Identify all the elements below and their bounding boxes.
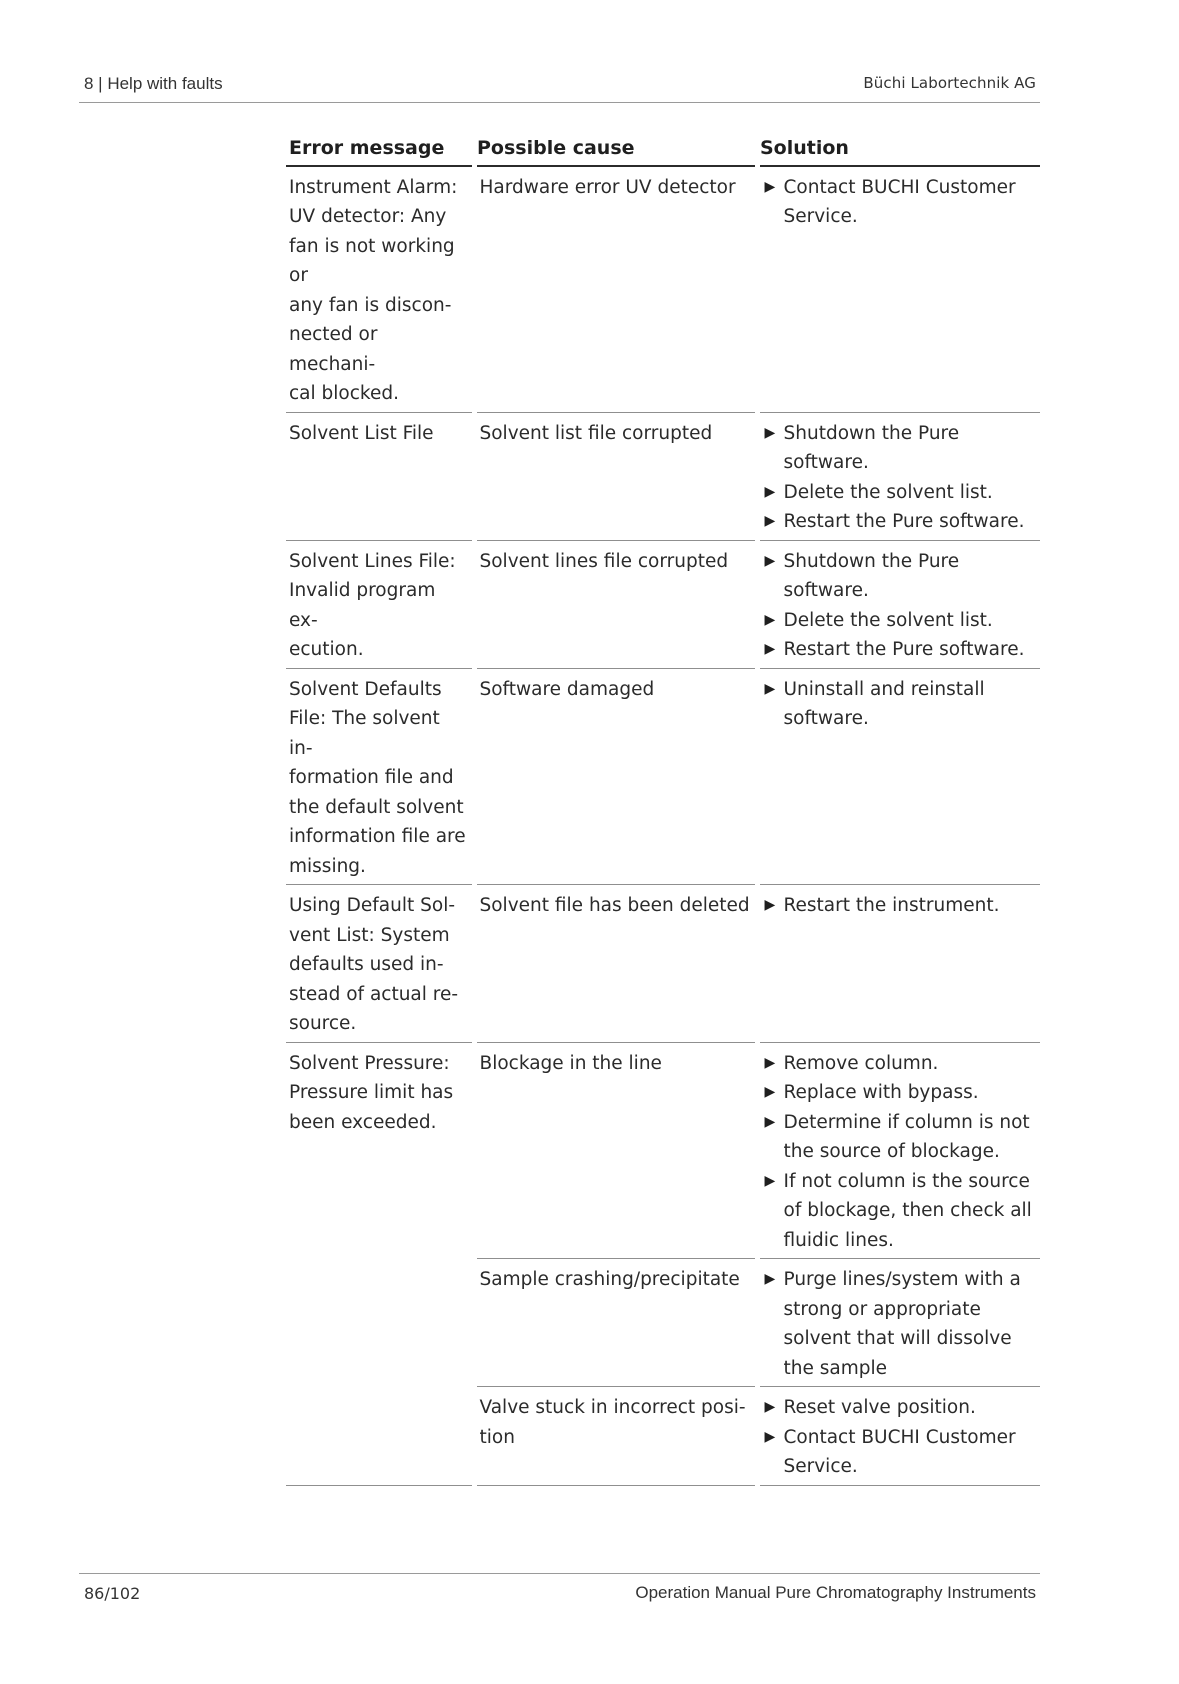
arrow-right-icon: ▶: [764, 1271, 776, 1287]
solution-step: ▶ Uninstall and reinstall software.: [763, 675, 1037, 734]
solution-step: ▶ Shutdown the Pure software.: [763, 547, 1037, 606]
document-title: Operation Manual Pure Chromatography Instruments: [635, 1583, 1036, 1602]
column-header-error: Error message: [286, 128, 474, 166]
arrow-right-icon: ▶: [764, 641, 776, 657]
possible-cause-cell: Valve stuck in incorrect posi- tion: [474, 1387, 757, 1486]
solution-cell: [757, 1259, 1040, 1387]
error-message-cell: Solvent Pressure: Pressure limit has been exceeded.: [289, 1052, 454, 1133]
possible-cause-cell: Sample crashing/precipitate: [474, 1259, 757, 1387]
solution-cell: [757, 412, 1040, 540]
arrow-right-icon: ▶: [764, 513, 776, 529]
table-row: [286, 1259, 1040, 1387]
solution-step: ▶ Shutdown the Pure software.: [763, 419, 1037, 478]
solution-cell: [757, 166, 1040, 413]
table-row: [286, 1042, 1040, 1259]
arrow-right-icon: ▶: [764, 1428, 776, 1445]
solution-cell: [757, 885, 1040, 1043]
possible-cause-cell: Solvent lines file corrupted: [474, 540, 757, 668]
arrow-right-icon: ▶: [764, 1172, 776, 1189]
company-name: Büchi Labortechnik AG: [863, 74, 1036, 92]
table-row: [286, 668, 1040, 885]
error-message-cell-empty: [286, 1259, 474, 1387]
error-message-cell: Solvent Defaults File: The solvent in- formation file and the default solvent information file are missing.: [286, 668, 474, 885]
table-header-row: [286, 128, 1040, 166]
error-message-cell: Solvent Lines File: Invalid program ex- ecution.: [286, 540, 474, 668]
possible-cause-cell: Blockage in the line: [474, 1042, 757, 1259]
solution-step: ▶ Contact BUCHI Customer Service.: [763, 1423, 1037, 1482]
table-row: [286, 885, 1040, 1043]
solution-step: ▶ Delete the solvent list.: [763, 606, 1037, 636]
arrow-right-icon: ▶: [764, 1399, 776, 1415]
arrow-right-icon: ▶: [764, 178, 776, 195]
solution-step: ▶ Restart the instrument.: [763, 891, 1037, 921]
solution-cell: [757, 1042, 1040, 1259]
solution-step: ▶ Determine if column is not the source of blockage.: [763, 1108, 1037, 1167]
column-header-solution: Solution: [757, 128, 1040, 166]
solution-cell: [757, 668, 1040, 885]
solution-cell: [757, 1387, 1040, 1486]
solution-step: ▶ Restart the Pure software.: [763, 507, 1037, 537]
arrow-right-icon: ▶: [764, 483, 776, 500]
arrow-right-icon: ▶: [764, 611, 776, 628]
arrow-right-icon: ▶: [764, 1084, 776, 1100]
table-row: [286, 412, 1040, 540]
solution-step: ▶ Restart the Pure software.: [763, 635, 1037, 665]
error-message-cell: Using Default Sol- vent List: System defaults used in- stead of actual re- source.: [286, 885, 474, 1043]
possible-cause-cell: Hardware error UV detector: [474, 166, 757, 413]
arrow-right-icon: ▶: [764, 897, 776, 913]
possible-cause-cell: Solvent list file corrupted: [474, 412, 757, 540]
possible-cause-cell: Software damaged: [474, 668, 757, 885]
solution-step: ▶ Reset valve position.: [763, 1393, 1037, 1423]
solution-step: ▶ Contact BUCHI Customer Service.: [763, 173, 1037, 232]
solution-step: ▶ Delete the solvent list.: [763, 478, 1037, 508]
error-message-cell-empty: [286, 1387, 474, 1486]
arrow-right-icon: ▶: [764, 424, 776, 441]
solution-step: ▶ Replace with bypass.: [763, 1078, 1037, 1108]
section-title: 8 | Help with faults: [84, 74, 223, 93]
column-header-cause: Possible cause: [474, 128, 757, 166]
error-message-cell: Instrument Alarm: UV detector: Any fan is not working or any fan is discon- nected or mechani- cal blocked.: [286, 166, 474, 413]
solution-step: ▶ If not column is the source of blockage, then check all fluidic lines.: [763, 1167, 1037, 1256]
solution-cell: [757, 540, 1040, 668]
possible-cause-cell: Solvent file has been deleted: [474, 885, 757, 1043]
solution-step: ▶ Purge lines/system with a strong or appropriate solvent that will dissolve the sample: [763, 1265, 1037, 1383]
page-header: [79, 70, 1040, 103]
arrow-right-icon: ▶: [764, 552, 776, 569]
arrow-right-icon: ▶: [764, 1113, 776, 1130]
arrow-right-icon: ▶: [764, 680, 776, 697]
page-footer: [79, 1573, 1040, 1609]
table-row: [286, 1387, 1040, 1486]
arrow-right-icon: ▶: [764, 1054, 776, 1071]
fault-table: [286, 128, 1040, 1486]
page-number: 86/102: [84, 1584, 141, 1603]
table-row: [286, 166, 1040, 413]
table-row: [286, 540, 1040, 668]
error-message-cell: Solvent List File: [286, 412, 474, 540]
solution-step: ▶ Remove column.: [763, 1049, 1037, 1079]
